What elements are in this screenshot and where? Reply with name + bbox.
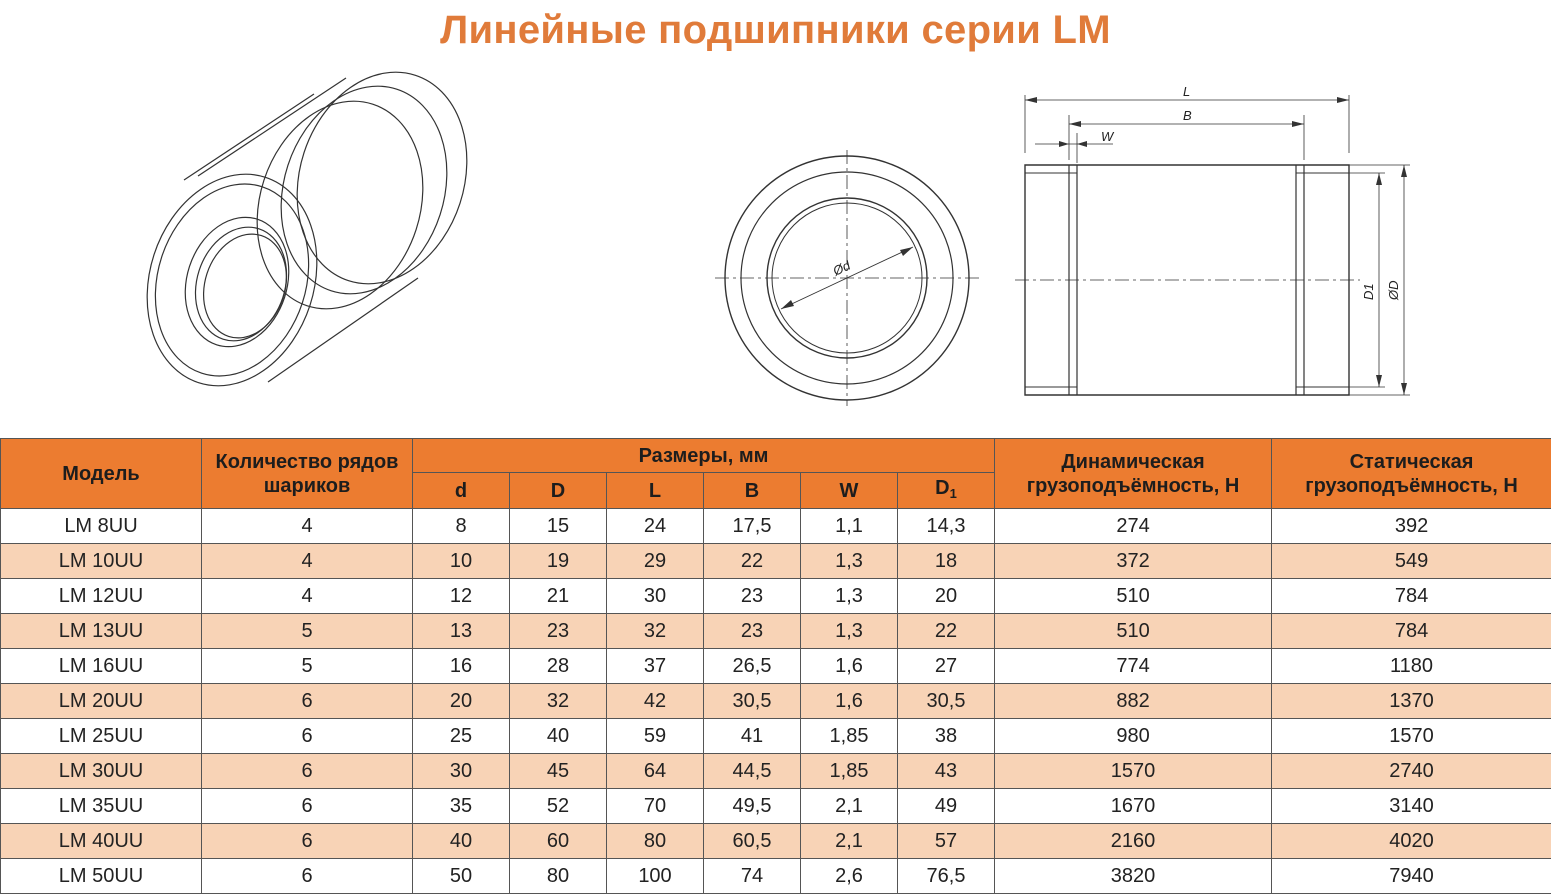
cell-D: 60 (510, 824, 607, 859)
cell-D: 21 (510, 579, 607, 614)
header-static-load: Статическая грузоподъёмность, Н (1272, 439, 1551, 509)
cell-B: 26,5 (704, 649, 801, 684)
back-end-ellipse (271, 50, 494, 306)
header-d: d (413, 473, 510, 509)
cell-ball-rows: 6 (202, 859, 413, 894)
cell-model: LM 40UU (1, 824, 202, 859)
cell-ball-rows: 6 (202, 754, 413, 789)
cell-static-load: 4020 (1272, 824, 1551, 859)
bearing-isometric-drawing (140, 90, 480, 390)
cell-d: 13 (413, 614, 510, 649)
cell-model: LM 8UU (1, 509, 202, 544)
cell-dynamic-load: 1670 (995, 789, 1272, 824)
cell-L: 37 (607, 649, 704, 684)
cell-L: 59 (607, 719, 704, 754)
bore-diameter-label: Ød (830, 257, 853, 279)
cell-B: 30,5 (704, 684, 801, 719)
cell-D1: 27 (898, 649, 995, 684)
header-ball-rows: Количество рядов шариков (202, 439, 413, 509)
cell-d: 20 (413, 684, 510, 719)
cell-ball-rows: 6 (202, 684, 413, 719)
cell-model: LM 50UU (1, 859, 202, 894)
bore-outer (169, 204, 305, 360)
cell-D: 23 (510, 614, 607, 649)
cell-B: 17,5 (704, 509, 801, 544)
cell-B: 49,5 (704, 789, 801, 824)
cell-B: 22 (704, 544, 801, 579)
header-D1: $D_1$ (898, 473, 995, 509)
cell-model: LM 12UU (1, 579, 202, 614)
cell-d: 40 (413, 824, 510, 859)
cell-static-load: 784 (1272, 614, 1551, 649)
cell-model: LM 25UU (1, 719, 202, 754)
cell-L: 42 (607, 684, 704, 719)
table-row (1, 614, 1551, 649)
cell-d: 8 (413, 509, 510, 544)
cell-ball-rows: 6 (202, 719, 413, 754)
cell-static-load: 1570 (1272, 719, 1551, 754)
cell-d: 30 (413, 754, 510, 789)
cell-D1: 18 (898, 544, 995, 579)
cell-B: 23 (704, 614, 801, 649)
cell-dynamic-load: 1570 (995, 754, 1272, 789)
cell-static-load: 2740 (1272, 754, 1551, 789)
cell-D1: 20 (898, 579, 995, 614)
cell-W: 2,6 (801, 859, 898, 894)
header-model: Модель (1, 439, 202, 509)
specifications-table (0, 438, 1551, 894)
cell-B: 44,5 (704, 754, 801, 789)
cell-model: LM 10UU (1, 544, 202, 579)
cell-W: 1,6 (801, 649, 898, 684)
cell-W: 1,85 (801, 719, 898, 754)
header-L: L (607, 473, 704, 509)
cell-L: 24 (607, 509, 704, 544)
cell-dynamic-load: 980 (995, 719, 1272, 754)
bearing-front-view (715, 150, 985, 410)
cell-L: 64 (607, 754, 704, 789)
cell-D1: 57 (898, 824, 995, 859)
cell-D1: 76,5 (898, 859, 995, 894)
groove-width-label: W (1101, 129, 1114, 144)
cell-d: 25 (413, 719, 510, 754)
cell-d: 35 (413, 789, 510, 824)
cell-D1: 22 (898, 614, 995, 649)
table-row (1, 579, 1551, 614)
page-title: Линейные подшипники серии LM (440, 8, 1111, 52)
cell-dynamic-load: 510 (995, 614, 1272, 649)
header-B: B (704, 473, 801, 509)
table-row (1, 824, 1551, 859)
cell-model: LM 16UU (1, 649, 202, 684)
cell-B: 23 (704, 579, 801, 614)
cell-dynamic-load: 774 (995, 649, 1272, 684)
cell-ball-rows: 4 (202, 509, 413, 544)
cell-D1: 43 (898, 754, 995, 789)
header-D: D (510, 473, 607, 509)
cell-B: 41 (704, 719, 801, 754)
cell-model: LM 20UU (1, 684, 202, 719)
cell-W: 2,1 (801, 824, 898, 859)
cell-D: 40 (510, 719, 607, 754)
cell-ball-rows: 4 (202, 579, 413, 614)
cell-d: 10 (413, 544, 510, 579)
header-dimensions: Размеры, мм (413, 439, 995, 473)
cell-W: 1,3 (801, 544, 898, 579)
outer-diameter-label: ØD (1386, 280, 1401, 300)
table-row (1, 684, 1551, 719)
cell-W: 1,3 (801, 614, 898, 649)
cell-L: 100 (607, 859, 704, 894)
table-row (1, 544, 1551, 579)
cell-ball-rows: 5 (202, 649, 413, 684)
table-row (1, 649, 1551, 684)
cell-model: LM 30UU (1, 754, 202, 789)
cell-L: 30 (607, 579, 704, 614)
length-label: L (1183, 84, 1191, 99)
cell-D: 80 (510, 859, 607, 894)
cell-dynamic-load: 510 (995, 579, 1272, 614)
cell-D1: 14,3 (898, 509, 995, 544)
cell-dynamic-load: 3820 (995, 859, 1272, 894)
cell-d: 12 (413, 579, 510, 614)
cell-ball-rows: 6 (202, 789, 413, 824)
cell-D: 52 (510, 789, 607, 824)
cell-D: 15 (510, 509, 607, 544)
cell-W: 1,85 (801, 754, 898, 789)
bearing-drawings (0, 70, 1551, 435)
body-length-label: B (1183, 108, 1192, 123)
cell-W: 1,3 (801, 579, 898, 614)
cell-W: 1,1 (801, 509, 898, 544)
cell-ball-rows: 5 (202, 614, 413, 649)
cell-static-load: 784 (1272, 579, 1551, 614)
cell-dynamic-load: 274 (995, 509, 1272, 544)
table-row (1, 509, 1551, 544)
bearing-side-view (1015, 85, 1415, 405)
front-face-inner (131, 164, 332, 396)
cell-D1: 38 (898, 719, 995, 754)
cell-model: LM 35UU (1, 789, 202, 824)
table-row (1, 754, 1551, 789)
cell-W: 2,1 (801, 789, 898, 824)
groove-diameter-label: D1 (1361, 283, 1376, 300)
table-body (1, 509, 1551, 894)
table-row (1, 719, 1551, 754)
cell-L: 80 (607, 824, 704, 859)
front-face-ellipse (121, 152, 344, 408)
cell-D: 28 (510, 649, 607, 684)
cell-L: 29 (607, 544, 704, 579)
cell-d: 16 (413, 649, 510, 684)
cell-B: 60,5 (704, 824, 801, 859)
header-dynamic-load: Динамическая грузоподъёмность, Н (995, 439, 1272, 509)
bore-deep (191, 223, 300, 349)
cell-static-load: 549 (1272, 544, 1551, 579)
cell-D1: 49 (898, 789, 995, 824)
cell-static-load: 3140 (1272, 789, 1551, 824)
cell-L: 32 (607, 614, 704, 649)
cell-ball-rows: 6 (202, 824, 413, 859)
cell-static-load: 1180 (1272, 649, 1551, 684)
cell-B: 74 (704, 859, 801, 894)
cell-D: 32 (510, 684, 607, 719)
cell-W: 1,6 (801, 684, 898, 719)
cell-dynamic-load: 2160 (995, 824, 1272, 859)
cell-model: LM 13UU (1, 614, 202, 649)
cell-static-load: 7940 (1272, 859, 1551, 894)
cell-dynamic-load: 372 (995, 544, 1272, 579)
cell-D1: 30,5 (898, 684, 995, 719)
cell-static-load: 392 (1272, 509, 1551, 544)
cell-D: 19 (510, 544, 607, 579)
cell-ball-rows: 4 (202, 544, 413, 579)
cell-d: 50 (413, 859, 510, 894)
cell-D: 45 (510, 754, 607, 789)
cell-L: 70 (607, 789, 704, 824)
table-row (1, 859, 1551, 894)
header-W: W (801, 473, 898, 509)
cell-static-load: 1370 (1272, 684, 1551, 719)
table-row (1, 789, 1551, 824)
cell-dynamic-load: 882 (995, 684, 1272, 719)
